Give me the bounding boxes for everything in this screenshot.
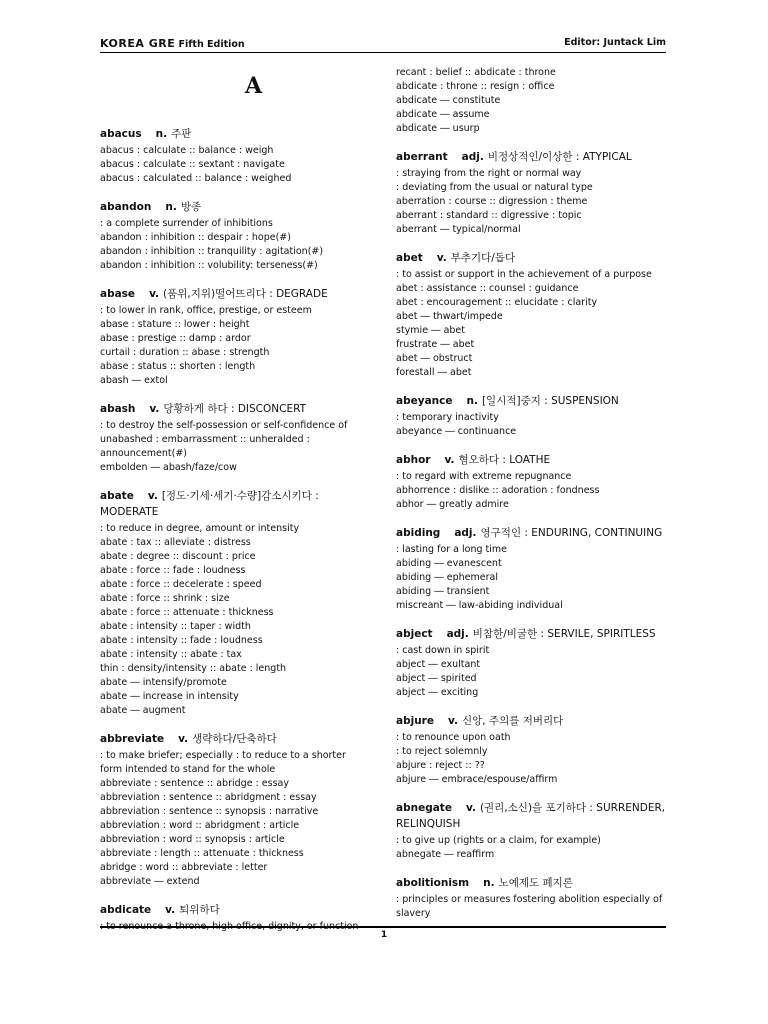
entry-headword-line [396,626,668,642]
entry-line: abbreviation : sentence :: abridgment : essay [100,792,317,803]
vocab-entry [100,126,376,186]
header-title-main: KOREA GRE [100,37,176,50]
entry-line: abate : intensity :: abate : tax [100,649,242,660]
entry-line: abacus : calculate :: balance : weigh [100,145,274,156]
entry-line: : to reject solemnly [396,746,488,757]
part-of-speech: v. [149,403,160,415]
vocab-entry [396,393,668,439]
entry-line: abate : intensity :: taper : width [100,621,251,632]
headword: abeyance [396,395,453,407]
entry-line: : deviating from the usual or natural type [396,182,593,193]
part-of-speech: v. [465,802,476,814]
entry-line: abate ― intensify/promote [100,677,227,688]
header-editor: Editor: Juntack Lim [564,37,666,48]
entry-line: abandon : inhibition :: volubility: terseness(#) [100,260,318,271]
part-of-speech: adj. [461,151,484,163]
entry-line: abandon : inhibition :: tranquility : agitation(#) [100,246,324,257]
entry-line: abridge : word :: abbreviate : letter [100,862,268,873]
entry-headword-line [396,525,668,541]
entry-line: abbreviation : word :: abridgment : article [100,820,300,831]
part-of-speech: v. [147,490,158,502]
entry-line: abate : force :: decelerate : speed [100,579,262,590]
entry-headword-line [396,149,668,165]
korean-gloss: (품위,지위)떨어뜨리다 : DEGRADE [163,288,328,300]
entry-headword-line [100,902,376,918]
vocab-entry [100,731,376,889]
entry-line: : to renounce a throne, high office, dignity, or function [100,921,359,932]
entry-line: abate : force :: fade : loudness [100,565,246,576]
part-of-speech: v. [447,715,458,727]
header-title [100,37,245,50]
korean-gloss: 영구적인 : ENDURING, CONTINUING [480,527,663,539]
headword: abdicate [100,904,152,916]
entry-headword-line [100,401,376,417]
headword: abash [100,403,136,415]
section-letter: A [244,73,262,99]
entry-line: abbreviation : word :: synopsis : article [100,834,285,845]
korean-gloss: [일시적]중지 : SUSPENSION [481,395,619,407]
entry-line: abase : stature :: lower : height [100,319,250,330]
entry-line: : principles or measures fostering abolition especially of [396,894,663,905]
korean-gloss: 주판 [171,128,192,140]
entry-headword-line [100,199,376,215]
entry-line: : to give up (rights or a claim, for example) [396,835,601,846]
headword: abase [100,288,136,300]
vocab-entry [100,199,376,273]
part-of-speech: n. [155,128,168,140]
entry-line: abet : assistance :: counsel : guidance [396,283,579,294]
headword: abet [396,252,423,264]
entry-line: abeyance ― continuance [396,426,517,437]
entry-line: aberrant : standard :: digressive : topic [396,210,582,221]
korean-gloss: 퇴위하다 [179,904,220,916]
entry-line: forestall ― abet [396,367,472,378]
entry-line: stymie ― abet [396,325,465,336]
entry-line: aberrant ― typical/normal [396,224,521,235]
entry-line: abdicate ― assume [396,109,490,120]
entry-line: embolden ― abash/faze/cow [100,462,237,473]
entry-line: abate : force :: attenuate : thickness [100,607,274,618]
vocab-entry [396,149,668,237]
entry-line: abiding ― evanescent [396,558,502,569]
entry-line: abash ― extol [100,375,168,386]
entry-line: abet : encouragement :: elucidate : clarity [396,297,598,308]
left-entries [100,126,376,934]
entry-line: : to assist or support in the achievement of a purpose [396,269,652,280]
vocab-entry [100,488,376,718]
entry-line: abject ― exciting [396,687,479,698]
korean-gloss: 비참한/비굴한 : SERVILE, SPIRITLESS [472,628,656,640]
entry-line: slavery [396,908,431,919]
entry-line: curtail : duration :: abase : strength [100,347,270,358]
entry-headword-line [100,126,376,142]
entry-line: abet ― obstruct [396,353,473,364]
korean-gloss: 생략하다/단축하다 [192,733,277,745]
vocab-entry [396,452,668,512]
vocab-entry [396,875,668,921]
entry-line: abject ― exultant [396,659,481,670]
entry-line: abase : status :: shorten : length [100,361,256,372]
entry-line: : to reduce in degree, amount or intensity [100,523,300,534]
entry-line: : cast down in spirit [396,645,490,656]
vocab-entry [396,250,668,380]
header-edition: Fifth Edition [178,39,245,50]
korean-gloss: 당황하게 하다 : DISCONCERT [163,403,307,415]
entry-line: abbreviation : sentence :: synopsis : narrative [100,806,319,817]
entry-line: abase : prestige :: damp : ardor [100,333,251,344]
entry-line: : to destroy the self-possession or self-confidence of [100,420,348,431]
headword: abhor [396,454,431,466]
entry-line: abhor ― greatly admire [396,499,509,510]
entry-line: abdicate ― constitute [396,95,501,106]
vocab-entry [396,800,668,862]
part-of-speech: n. [483,877,495,889]
entry-line: abate : degree :: discount : price [100,551,256,562]
right-entries [396,149,668,921]
vocab-entry [100,401,376,475]
vocab-entry [396,626,668,700]
entry-line: : a complete surrender of inhibitions [100,218,273,229]
entry-line: : temporary inactivity [396,412,499,423]
entry-line: abbreviate : length :: attenuate : thickness [100,848,304,859]
headword: abandon [100,201,152,213]
header-rule [100,52,666,53]
headword: abjure [396,715,434,727]
vocab-entry [396,713,668,787]
entry-line: abate ― augment [100,705,186,716]
korean-gloss: 부추기다/돕다 [450,252,516,264]
headword: abject [396,628,433,640]
entry-line: : lasting for a long time [396,544,507,555]
entry-line: abet ― thwart/impede [396,311,503,322]
entry-line: abhorrence : dislike :: adoration : fondness [396,485,600,496]
entry-headword-line [396,250,668,266]
entry-line: announcement(#) [100,448,188,459]
entry-line: abject ― spirited [396,673,477,684]
entry-line: abdicate : throne :: resign : office [396,81,555,92]
entry-headword-line [396,393,668,409]
entry-headword-line [100,286,376,302]
entry-headword-line [100,488,376,520]
entry-headword-line [100,731,376,747]
page-number: 1 [380,930,388,940]
vocab-entry [100,286,376,388]
entry-line: : to lower in rank, office, prestige, or esteem [100,305,312,316]
entry-line: abnegate ― reaffirm [396,849,495,860]
headword: abiding [396,527,441,539]
entry-line: abate ― increase in intensity [100,691,239,702]
korean-gloss: (권리,소신)을 포기하다 : SURRENDER, RELINQUISH [396,802,666,830]
entry-line: : to make briefer; especially : to reduce to a shorter [100,750,346,761]
vocab-entry [396,525,668,613]
korean-gloss: 신앙, 주의를 저버리다 [461,715,564,727]
entry-line: abate : force :: shrink : size [100,593,230,604]
entry-line: frustrate ― abet [396,339,475,350]
headword: abate [100,490,134,502]
footer-rule [100,926,666,928]
entry-line: abandon : inhibition :: despair : hope(#) [100,232,291,243]
entry-line: : straying from the right or normal way [396,168,582,179]
entry-line: miscreant ― law-abiding individual [396,600,563,611]
entry-line: abate : tax :: alleviate : distress [100,537,251,548]
part-of-speech: v. [178,733,189,745]
part-of-speech: v. [444,454,455,466]
entry-headword-line [396,452,668,468]
part-of-speech: adj. [454,527,477,539]
entry-line: : to regard with extreme repugnance [396,471,572,482]
entry-line: abiding ― ephemeral [396,572,498,583]
entry-headword-line [396,875,668,891]
headword: abnegate [396,802,452,814]
page-header [100,37,666,51]
korean-gloss: [정도·기세·세기·수량]감소시키다 : MODERATE [100,490,319,518]
entry-line: abiding ― transient [396,586,490,597]
korean-gloss: 방종 [180,201,202,213]
entry-line: abjure ― embrace/espouse/affirm [396,774,558,785]
headword: abbreviate [100,733,165,745]
right-column [396,66,668,921]
part-of-speech: v. [165,904,176,916]
part-of-speech: v. [149,288,160,300]
entry-headword-line [396,713,668,729]
korean-gloss: 노예제도 폐지론 [498,877,573,889]
headword: aberrant [396,151,448,163]
entry-line: unabashed : embarrassment :: unheralded : [100,434,310,445]
part-of-speech: n. [466,395,478,407]
part-of-speech: v. [436,252,447,264]
entry-line: aberration : course :: digression : theme [396,196,588,207]
entry-line: abacus : calculated :: balance : weighed [100,173,292,184]
korean-gloss: 혐오하다 : LOATHE [458,454,551,466]
headword: abolitionism [396,877,470,889]
left-column [100,66,376,934]
entry-headword-line [396,800,668,832]
entry-line: abbreviate ― extend [100,876,200,887]
entry-line: abbreviate : sentence :: abridge : essay [100,778,289,789]
entry-line: form intended to stand for the whole [100,764,276,775]
entry-line: abjure : reject :: ?? [396,760,485,771]
right-lead-lines [396,66,668,136]
entry-line: abate : intensity :: fade : loudness [100,635,263,646]
headword: abacus [100,128,142,140]
part-of-speech: adj. [446,628,469,640]
entry-line: thin : density/intensity :: abate : length [100,663,287,674]
entry-line: abdicate ― usurp [396,123,480,134]
korean-gloss: 비정상적인/이상한 : ATYPICAL [487,151,632,163]
entry-line: abacus : calculate :: sextant : navigate [100,159,285,170]
entry-line: recant : belief :: abdicate : throne [396,67,556,78]
entry-line: : to renounce upon oath [396,732,511,743]
part-of-speech: n. [165,201,177,213]
